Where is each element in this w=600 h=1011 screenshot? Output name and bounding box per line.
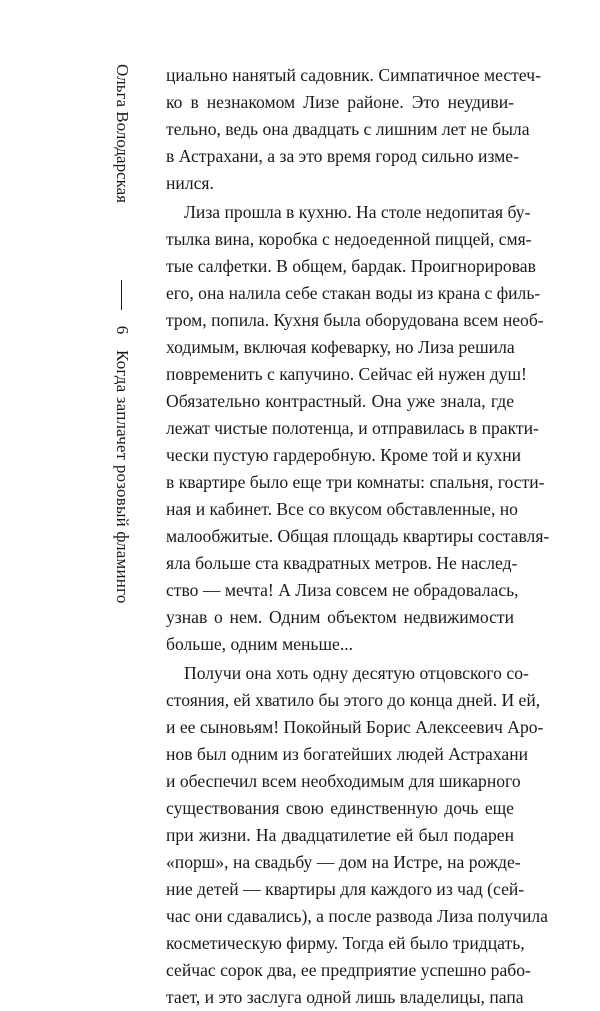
author-name: Ольга Володарская xyxy=(113,64,132,203)
running-head xyxy=(113,64,158,736)
text-line: сейчас сорок два, ее предприятие успешно рабо- xyxy=(166,960,531,980)
text-line: больше, одним меньше... xyxy=(166,634,354,654)
text-line: и обеспечил всем необходимым для шикарного xyxy=(166,771,521,791)
text-line: чески пустую гардеробную. Кроме той и кухни xyxy=(166,445,522,465)
text-line: тельно, ведь она двадцать с лишним лет не была xyxy=(166,119,530,139)
text-line: нов был одним из богатейших людей Астрахани xyxy=(166,744,529,764)
text-line: нился. xyxy=(166,173,214,193)
text-line: час они сдавались), а после развода Лиза получила xyxy=(166,906,548,926)
page-number: 6 xyxy=(113,325,132,335)
text-line: Лиза прошла в кухню. На столе недопитая бу- xyxy=(184,202,531,222)
text-line: ходимым, включая кофеварку, но Лиза решила xyxy=(166,337,515,357)
paragraph xyxy=(166,199,550,658)
text-line: в квартире было еще три комнаты: спальня, гости- xyxy=(166,472,545,492)
book-title: Когда заплачет розовый фламинго xyxy=(113,350,132,604)
running-head-divider xyxy=(122,280,123,310)
text-line: тром, попила. Кухня была оборудована всем необ- xyxy=(166,310,544,330)
text-line: тает, и это заслуга одной лишь владелицы, папа xyxy=(166,987,524,1007)
text-line: Обязательно контрастный. Она уже знала, где xyxy=(166,391,514,411)
text-line: тылка вина, коробка с недоеденной пиццей, смя- xyxy=(166,229,532,249)
text-line: его, она налила себе стакан воды из крана с филь- xyxy=(166,283,541,303)
text-line: ко в незнакомом Лизе районе. Это неудиви- xyxy=(166,92,514,112)
text-line: и ее сыновьям! Покойный Борис Алексеевич Аро- xyxy=(166,717,544,737)
text-line: стояния, ей хватило бы этого до конца дней. И ей, xyxy=(166,690,541,710)
text-line: в Астрахани, а за это время город сильно изме- xyxy=(166,146,519,166)
text-line: косметическую фирму. Тогда ей было тридцать, xyxy=(166,933,525,953)
text-line: ная и кабинет. Все со вкусом обставленные, но xyxy=(166,499,518,519)
text-line: тые салфетки. В общем, бардак. Проигнорировав xyxy=(166,256,536,276)
text-line: малообжитые. Общая площадь квартиры составля- xyxy=(166,526,550,546)
text-line: яла больше ста квадратных метров. Не наслед- xyxy=(166,553,518,573)
text-line: повременить с капучино. Сейчас ей нужен душ! xyxy=(166,364,527,384)
text-line: узнав о нем. Одним объектом недвижимости xyxy=(166,607,514,627)
text-line: Получи она хоть одну десятую отцовского со- xyxy=(184,663,529,683)
text-line: «порш», на свадьбу — дом на Истре, на рожде- xyxy=(166,852,521,872)
text-line: ние детей — квартиры для каждого из чад (сей- xyxy=(166,879,525,899)
text-line: ство — мечта! А Лиза совсем не обрадовалась, xyxy=(166,580,519,600)
text-line: существования свою единственную дочь еще xyxy=(166,798,514,818)
text-line: при жизни. На двадцатилетие ей был подарен xyxy=(166,825,514,845)
paragraph xyxy=(166,660,548,1011)
text-line: лежат чистые полотенца, и отправилась в практи- xyxy=(166,418,539,438)
text-line: циально нанятый садовник. Симпатичное местеч- xyxy=(166,65,541,85)
body-text xyxy=(166,62,550,1011)
running-head-text xyxy=(106,64,138,736)
paragraph xyxy=(166,62,541,197)
